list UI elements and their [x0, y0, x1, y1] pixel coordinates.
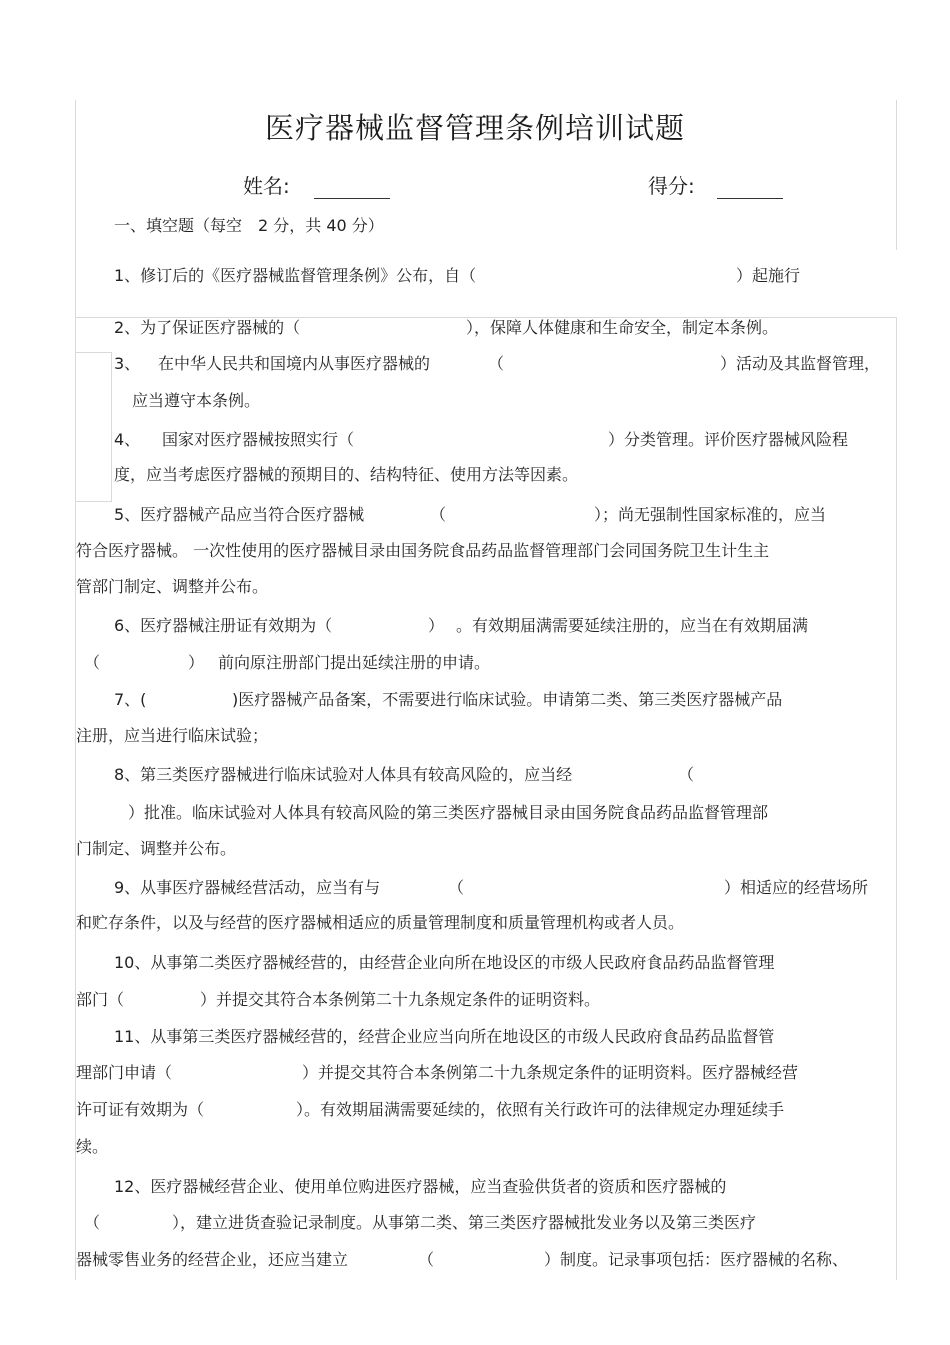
question-12-part-b: ），建立进货查验记录制度。从事第二类、第三类医疗器械批发业务以及第三类医疗	[172, 1213, 757, 1232]
section-heading: 一、填空题（每空 2 分，共 40 分）	[114, 216, 384, 235]
question-11-part-c: 许可证有效期为（	[76, 1100, 205, 1119]
question-9-part-b: ）相适应的经营场所	[724, 878, 869, 897]
question-8-line-2: ）批准。临床试验对人体具有较高风险的第三类医疗器械目录由国务院食品药品监督管理部	[128, 803, 769, 822]
question-4-part-a: 国家对医疗器械按照实行（	[162, 430, 355, 449]
question-9-bracket: （	[448, 878, 465, 897]
question-6-line-2: 前向原注册部门提出延续注册的申请。	[218, 653, 491, 672]
question-6-line-2-open: （	[84, 653, 101, 672]
question-8-bracket: （	[678, 765, 695, 784]
question-1-part-a: 1、修订后的《医疗器械监督管理条例》公布，自（	[114, 266, 477, 285]
question-11-part-b: ）并提交其符合本条例第二十九条规定条件的证明资料。医疗器械经营	[302, 1063, 799, 1082]
question-7-part-b: )医疗器械产品备案，不需要进行临床试验。申请第二类、第三类医疗器械产品	[232, 690, 783, 709]
question-10-part-a: 部门（	[76, 990, 125, 1009]
question-12-part-d: ）制度。记录事项包括：医疗器械的名称、	[544, 1250, 849, 1269]
question-7-part-a: 7、(	[114, 690, 147, 709]
question-12-line-1: 12、医疗器械经营企业、使用单位购进医疗器械，应当查验供货者的资质和医疗器械的	[114, 1177, 727, 1196]
question-9-line-2: 和贮存条件，以及与经营的医疗器械相适应的质量管理制度和质量管理机构或者人员。	[76, 913, 685, 932]
question-5-line-2: 符合医疗器械。 一次性使用的医疗器械目录由国务院食品药品监督管理部门会同国务院卫生计生主	[76, 541, 770, 560]
question-10-line-1: 10、从事第二类医疗器械经营的，由经营企业向所在地设区的市级人民政府食品药品监督管理	[114, 953, 775, 972]
question-6-part-a: 6、医疗器械注册证有效期为（	[114, 616, 333, 635]
question-9-part-a: 9、从事医疗器械经营活动，应当有与	[114, 878, 381, 897]
question-8-line-3: 门制定、调整并公布。	[76, 839, 237, 858]
question-3-line-2: 应当遵守本条例。	[132, 391, 261, 410]
question-5-bracket: （	[430, 505, 447, 524]
question-11-part-a: 理部门申请（	[76, 1063, 173, 1082]
score-field	[648, 170, 783, 199]
question-3-bracket: （	[488, 354, 505, 373]
page-title: 医疗器械监督管理条例培训试题	[264, 111, 685, 145]
question-4-number: 4、	[114, 430, 141, 449]
question-2-part-a: 2、为了保证医疗器械的（	[114, 318, 301, 337]
question-6-bracket: ）	[428, 616, 445, 635]
question-3-part-a: 在中华人民共和国境内从事医疗器械的	[158, 354, 431, 373]
question-12-open: （	[84, 1213, 101, 1232]
score-label: 得分:	[648, 174, 695, 198]
question-12-bracket: （	[418, 1250, 435, 1269]
question-3-number: 3、	[114, 354, 141, 373]
name-label: 姓名:	[243, 174, 290, 198]
question-4-line-2: 度，应当考虑医疗器械的预期目的、结构特征、使用方法等因素。	[114, 465, 579, 484]
frame-line-right	[896, 318, 897, 1280]
question-6-part-b: 。有效期届满需要延续注册的，应当在有效期届满	[456, 616, 809, 635]
question-8-part-a: 8、第三类医疗器械进行临床试验对人体具有较高风险的，应当经	[114, 765, 573, 784]
question-5-part-b: ）；尚无强制性国家标准的，应当	[594, 505, 827, 524]
question-5-part-a: 5、医疗器械产品应当符合医疗器械	[114, 505, 365, 524]
question-3-part-b: ）活动及其监督管理，	[720, 354, 881, 373]
question-1-part-b: ）起施行	[736, 266, 801, 285]
question-4-part-b: ）分类管理。评价医疗器械风险程	[608, 430, 849, 449]
question-10-part-b: ）并提交其符合本条例第二十九条规定条件的证明资料。	[200, 990, 601, 1009]
question-11-line-4: 续。	[76, 1137, 109, 1156]
score-blank[interactable]	[717, 174, 783, 199]
question-11-line-1: 11、从事第三类医疗器械经营的，经营企业应当向所在地设区的市级人民政府食品药品监督管	[114, 1027, 775, 1046]
name-blank[interactable]	[314, 174, 390, 199]
question-6-line-2-close: ）	[188, 653, 205, 672]
name-field	[243, 170, 390, 199]
question-5-line-3: 管部门制定、调整并公布。	[76, 577, 269, 596]
question-11-part-d: ）。有效期届满需要延续的，依照有关行政许可的法律规定办理延续手	[296, 1100, 785, 1119]
frame-box	[75, 352, 112, 502]
question-12-part-c: 器械零售业务的经营企业，还应当建立	[76, 1250, 349, 1269]
question-7-line-2: 注册，应当进行临床试验；	[76, 726, 269, 745]
question-2-part-b: ），保障人体健康和生命安全，制定本条例。	[466, 318, 779, 337]
